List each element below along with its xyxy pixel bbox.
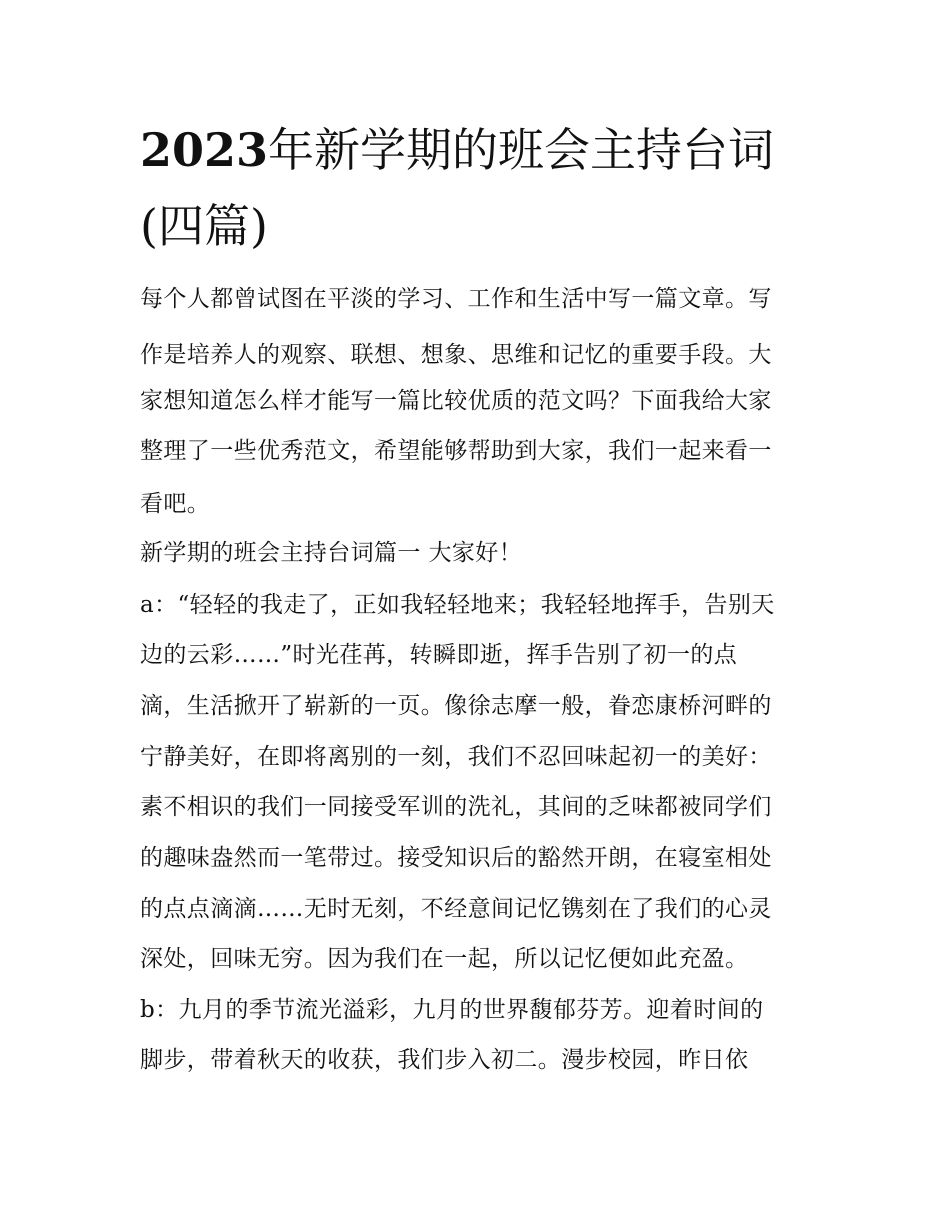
paragraph-line: 的点点滴滴……无时无刻，不经意间记忆镌刻在了我们的心灵 <box>140 896 772 922</box>
paragraph-line: 滴，生活掀开了崭新的一页。像徐志摩一般，眷恋康桥河畔的 <box>140 693 772 719</box>
paragraph-line: 边的云彩……”时光荏苒，转瞬即逝，挥手告别了初一的点 <box>140 642 738 668</box>
paragraph-line: a：“轻轻的我走了，正如我轻轻地来；我轻轻地挥手，告别天 <box>140 592 775 618</box>
paragraph-line: 家想知道怎么样才能写一篇比较优质的范文吗？下面我给大家 <box>140 388 772 414</box>
paragraph-line: 整理了一些优秀范文，希望能够帮助到大家，我们一起来看一 <box>140 438 772 464</box>
paragraph-line: 作是培养人的观察、联想、想象、思维和记忆的重要手段。大 <box>140 342 772 368</box>
document-title <box>140 112 820 264</box>
paragraph-line: 宁静美好，在即将离别的一刻，我们不忍回味起初一的美好： <box>140 744 772 770</box>
paragraph-line: 脚步，带着秋天的收获，我们步入初二。漫步校园，昨日依 <box>140 1047 749 1073</box>
title-year: 2023 <box>140 123 269 177</box>
paragraph-line: b：九月的季节流光溢彩，九月的世界馥郁芬芳。迎着时间的 <box>140 997 764 1023</box>
paragraph-line: 看吧。 <box>140 491 211 517</box>
paragraph-line: 深处，回味无穷。因为我们在一起，所以记忆便如此充盈。 <box>140 946 749 972</box>
paragraph-line: 素不相识的我们一同接受军训的洗礼，其间的乏味都被同学们 <box>140 794 772 820</box>
title-text: 年新学期的班会主持台词 <box>268 123 775 177</box>
paragraph-line: 的趣味盎然而一笔带过。接受知识后的豁然开朗，在寝室相处 <box>140 845 772 871</box>
section-heading: 新学期的班会主持台词篇一 大家好！ <box>140 540 523 566</box>
paragraph-line: 每个人都曾试图在平淡的学习、工作和生活中写一篇文章。写 <box>140 286 772 312</box>
title-subtitle: (四篇) <box>140 199 268 253</box>
